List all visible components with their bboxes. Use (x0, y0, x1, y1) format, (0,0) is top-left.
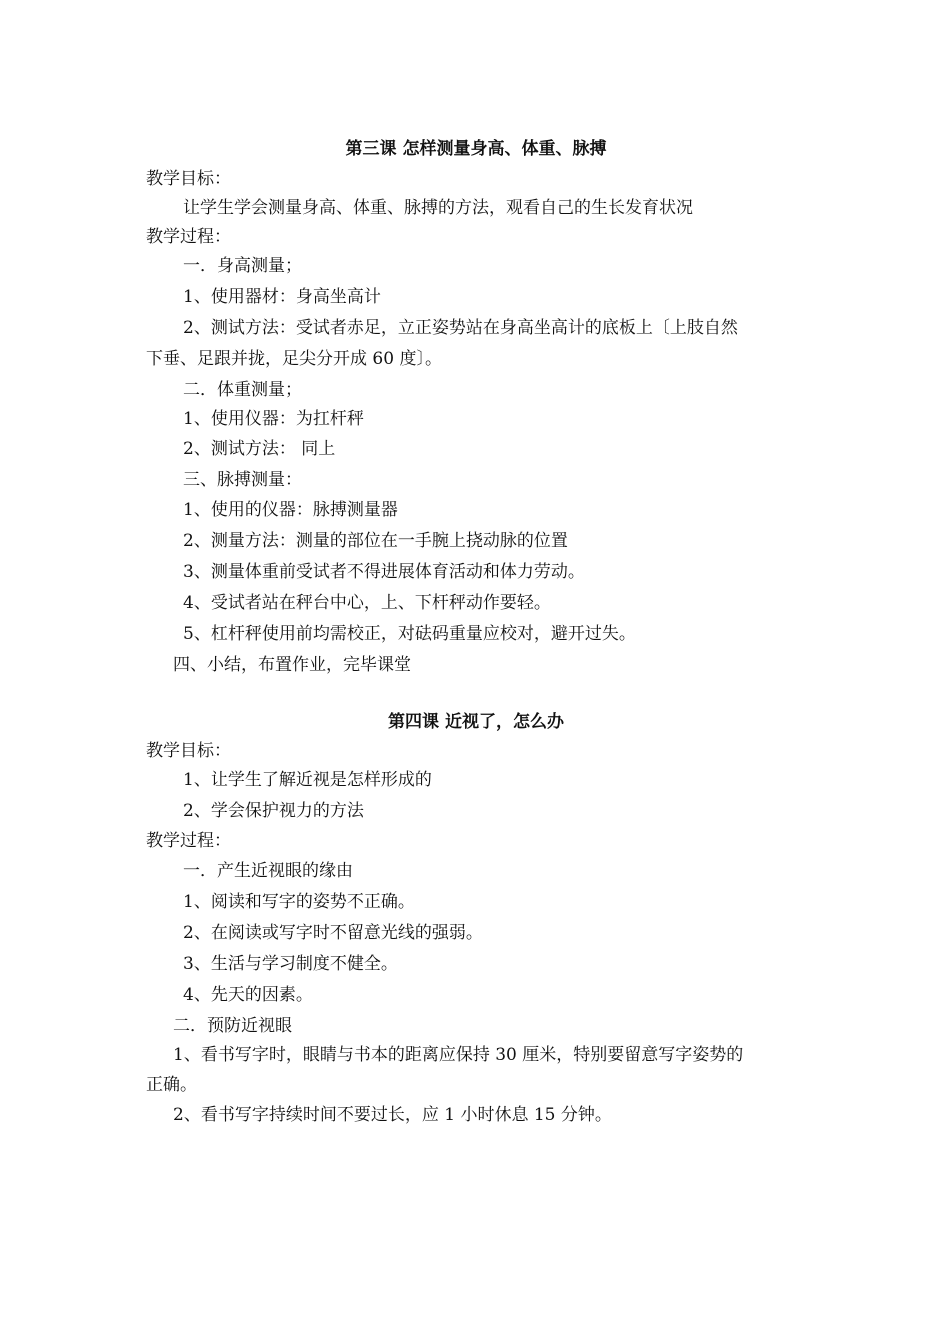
lesson3-line: 1、使用仪器：为扛杆秤 (183, 409, 364, 429)
lesson3-line: 5、杠杆秤使用前均需校正，对砝码重量应校对，避开过失。 (183, 624, 636, 644)
lesson4-goal: 2、学会保护视力的方法 (183, 801, 364, 821)
lesson4-line: 4、先天的因素。 (183, 985, 313, 1005)
lesson3-process-heading: 教学过程： (146, 227, 231, 247)
lesson4-process-heading: 教学过程： (146, 831, 231, 851)
lesson4-goal: 1、让学生了解近视是怎样形成的 (183, 770, 432, 790)
lesson3-line: 2、测量方法：测量的部位在一手腕上挠动脉的位置 (183, 531, 568, 551)
lesson3-line: 2、测试方法： 同上 (183, 439, 336, 459)
lesson3-line: 一．身高测量； (183, 256, 302, 276)
lesson3-line: 二．体重测量； (183, 380, 302, 400)
lesson4-line: 1、看书写字时，眼睛与书本的距离应保持 30 厘米，特别要留意写字姿势的 (173, 1045, 744, 1065)
lesson4-title: 第四课 近视了，怎么办 (388, 712, 564, 732)
lesson4-goal-heading: 教学目标： (146, 741, 231, 761)
lesson4-line: 一．产生近视眼的缘由 (183, 861, 353, 881)
lesson4-line: 二．预防近视眼 (173, 1016, 292, 1036)
lesson4-line: 2、看书写字持续时间不要过长，应 1 小时休息 15 分钟。 (173, 1105, 612, 1125)
lesson3-line: 四、小结，布置作业，完毕课堂 (173, 655, 411, 675)
lesson3-line: 下垂、足跟并拢，足尖分开成 60 度〕。 (146, 349, 442, 369)
lesson4-line: 1、阅读和写字的姿势不正确。 (183, 892, 415, 912)
lesson4-line: 3、生活与学习制度不健全。 (183, 954, 398, 974)
lesson4-line: 正确。 (146, 1075, 197, 1095)
lesson3-line: 三、脉搏测量： (183, 470, 302, 490)
lesson3-goal-text: 让学生学会测量身高、体重、脉搏的方法，观看自己的生长发育状况 (183, 198, 693, 218)
lesson3-title: 第三课 怎样测量身高、体重、脉搏 (345, 139, 607, 159)
lesson3-line: 1、使用的仪器：脉搏测量器 (183, 500, 398, 520)
lesson3-goal-heading: 教学目标： (146, 169, 231, 189)
lesson3-line: 4、受试者站在秤台中心，上、下杆秤动作要轻。 (183, 593, 551, 613)
lesson3-line: 1、使用器材：身高坐高计 (183, 287, 381, 307)
lesson4-line: 2、在阅读或写字时不留意光线的强弱。 (183, 923, 483, 943)
lesson3-line: 3、测量体重前受试者不得进展体育活动和体力劳动。 (183, 562, 585, 582)
lesson3-line: 2、测试方法：受试者赤足，立正姿势站在身高坐高计的底板上〔上肢自然 (183, 318, 738, 338)
